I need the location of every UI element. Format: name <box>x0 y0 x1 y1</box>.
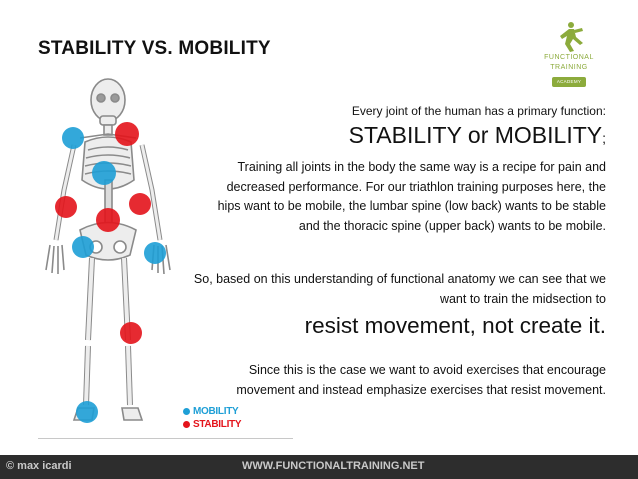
paragraph-3: Since this is the case we want to avoid exercises that encourage movement and instead emphasize exercises that resist movement. <box>236 363 606 397</box>
legend <box>183 404 253 432</box>
intro-text: Every joint of the human has a primary function: <box>351 104 606 118</box>
functional-training-logo <box>536 20 602 92</box>
divider <box>38 438 293 439</box>
paragraph-1: Training all joints in the body the same way is a recipe for pain and decreased performance. For our triathlon training purposes here, the hips want to be mobile, the lumbar spine (low back) wants to be stable and the thoracic spine (upper back) wants to be mobile. <box>217 160 606 233</box>
lumbar-stability-marker <box>96 208 120 232</box>
logo-line2: TRAINING <box>550 64 588 71</box>
legend-stability <box>183 418 241 430</box>
headline <box>186 122 606 149</box>
knee-right-stability-marker <box>120 322 142 344</box>
slide-title: STABILITY VS. MOBILITY <box>38 38 271 59</box>
headline-2: resist movement, not create it. <box>304 313 606 338</box>
shoulder-left-mobility-marker <box>62 127 84 149</box>
logo-badge: ACADEMY <box>552 77 586 87</box>
footer-website[interactable]: WWW.FUNCTIONALTRAINING.NET <box>242 460 425 472</box>
legend-mobility-label: MOBILITY <box>193 405 239 417</box>
legend-mobility <box>183 405 238 417</box>
thoracic-mobility-marker <box>92 161 116 185</box>
mobility-dot-icon <box>183 408 190 415</box>
footer-author: © max icardi <box>6 460 72 472</box>
footer-bar <box>0 455 638 479</box>
paragraph-2: So, based on this understanding of functional anatomy we can see that we want to train the midsection to <box>193 272 606 306</box>
elbow-right-stability-marker <box>129 193 151 215</box>
hip-left-mobility-marker <box>72 236 94 258</box>
skeleton-illustration <box>30 70 205 425</box>
ankle-left-mobility-marker <box>76 401 98 423</box>
shoulder-right-stability-marker <box>115 122 139 146</box>
elbow-left-stability-marker <box>55 196 77 218</box>
logo-line1: FUNCTIONAL <box>544 54 594 61</box>
stability-dot-icon <box>183 421 190 428</box>
headline-punct: ; <box>602 130 606 146</box>
headline-text: STABILITY or MOBILITY <box>348 122 603 148</box>
runner-logo-icon <box>536 20 602 54</box>
wrist-right-mobility-marker <box>144 242 166 264</box>
legend-stability-label: STABILITY <box>193 418 242 430</box>
